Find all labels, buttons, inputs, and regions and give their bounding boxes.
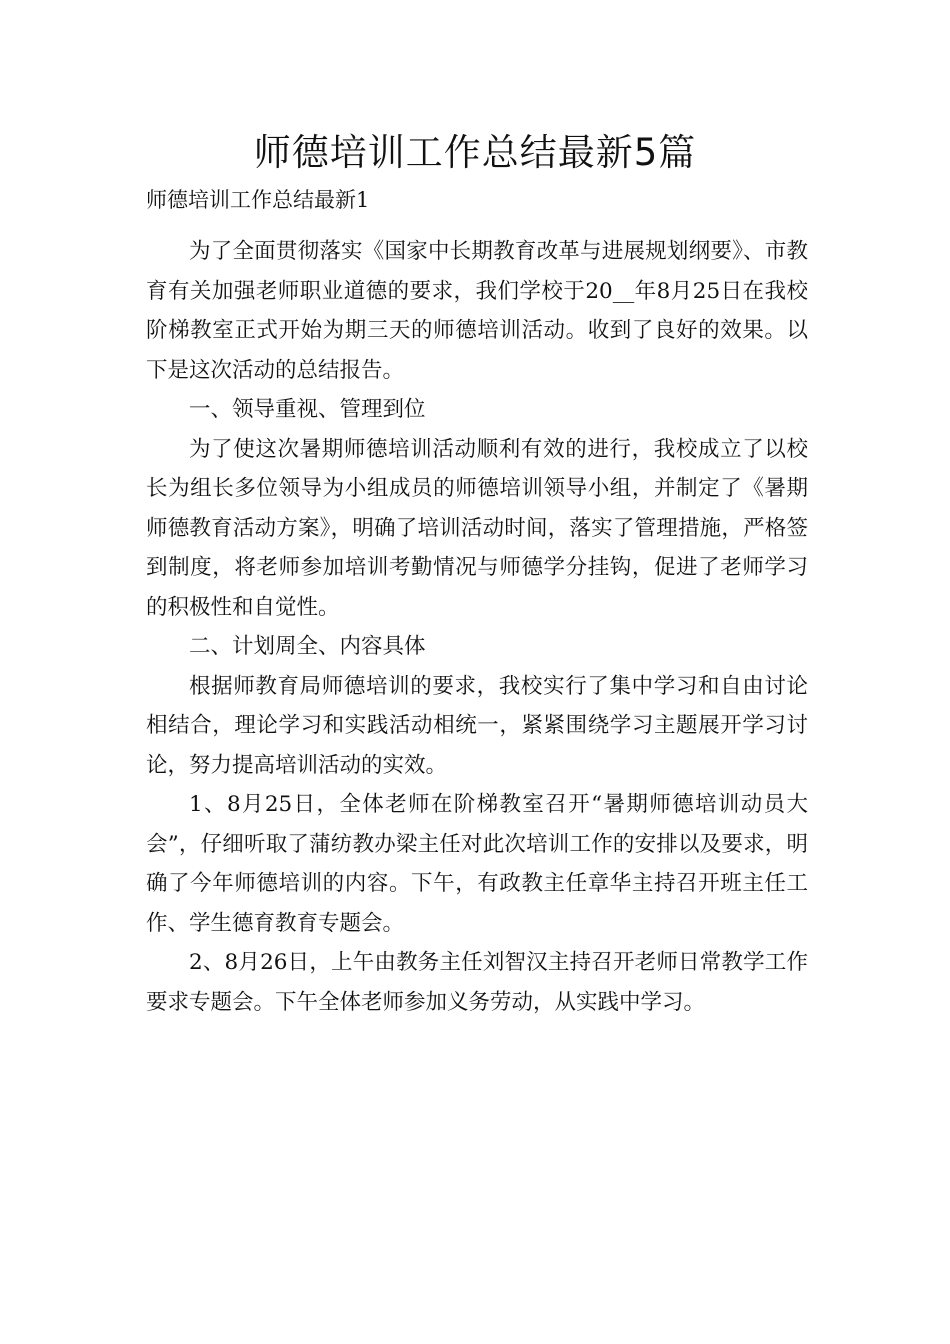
paragraph-intro: 为了全面贯彻落实《国家中长期教育改革与进展规划纲要》、市教育有关加强老师职业道德的要求，我们学校于20__年8月25日在我校阶梯教室正式开始为期三天的师德培训活动。收到了良好的效果。以下是这次活动的总结报告。 <box>146 239 808 383</box>
paragraph-leadership: 为了使这次暑期师德培训活动顺利有效的进行，我校成立了以校长为组长多位领导为小组成员的师德培训领导小组，并制定了《暑期师德教育活动方案》，明确了培训活动时间，落实了管理措施，严格签到制度，将老师参加培训考勤情况与师德学分挂钩，促进了老师学习的积极性和自觉性。 <box>146 436 808 620</box>
heading-leadership: 一、领导重视、管理到位 <box>189 397 426 422</box>
heading-plan: 二、计划周全、内容具体 <box>189 634 426 659</box>
paragraph-day-1: 1、8月25日，全体老师在阶梯教室召开“暑期师德培训动员大会”，仔细听取了蒲纺教办梁主任对此次培训工作的安排以及要求，明确了今年师德培训的内容。下午，有政教主任章华主持召开班主任工作、学生德育教育专题会。 <box>146 792 808 936</box>
document-title: 师德培训工作总结最新5篇 <box>253 131 697 174</box>
paragraph-plan: 根据师教育局师德培训的要求，我校实行了集中学习和自由讨论相结合，理论学习和实践活动相统一，紧紧围绕学习主题展开学习讨论，努力提高培训活动的实效。 <box>146 673 808 778</box>
paragraph-day-2: 2、8月26日，上午由教务主任刘智汉主持召开老师日常教学工作要求专题会。下午全体老师参加义务劳动，从实践中学习。 <box>146 950 808 1015</box>
section-subtitle: 师德培训工作总结最新1 <box>146 188 370 212</box>
document-body <box>146 232 808 1022</box>
